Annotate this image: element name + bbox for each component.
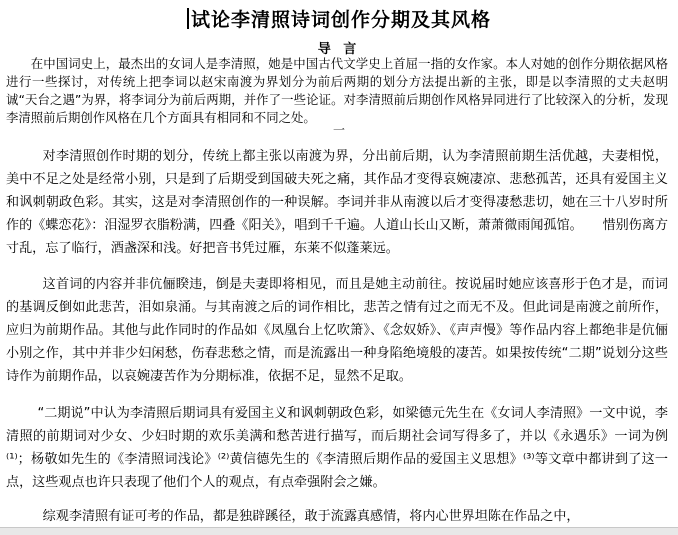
body-paragraph-4: 综观李清照有证可考的作品，都是独辟蹊径，敢于流露真感情，将内心世界坦陈在作品之中，: [42, 509, 580, 524]
intro-heading: 导 言: [317, 42, 361, 57]
body-paragraph-2: 这首词的内容并非伉俪睽违，倒是夫妻即将相见，而且是她主动前往。按说届时她应该喜形于色才是，而词的基调反倒如此悲苦，泪如泉涌。与其南渡之后的词作相比，悲苦之情有过之而无不及。但此词是南渡之前所作，应归为前期作品。其他与此作同时的作品如《凤凰台上忆吹箫》、《念奴娇》、《声声慢》等作品内容上都绝非是伉俪小别之作，其中并非少妇闲愁，伤春悲愁之情，而是流露出一种身陷绝境般的凄苦。如果按传统“二期”说划分这些诗作为前期作品，以哀婉凄苦作为分期标准，依据不足，显然不足取。: [6, 277, 668, 384]
body-paragraph-1: 对李清照创作时期的划分，传统上都主张以南渡为界，分出前后期，认为李清照前期生活优越，夫妻相悦，美中不足之处是经常小别，只是到了后期受到国破夫死之痛，其作品才变得哀婉凄凉、悲愁孤苦，还具有爱国主义和讽刺朝政色彩。其实，这是对李清照创作的一种误解。李词并非从南渡以后才变得凄愁悲切，她在三十八岁时所作的《蝶恋花》：泪湿罗衣脂粉满，四叠《阳关》，唱到千千遍。人道山长山又断，萧萧微雨闻孤馆。 惜别伤离方寸乱，忘了临行，酒盏深和浅。好把音书凭过雁，东莱不似蓬莱远。: [6, 149, 668, 256]
document-title: 试论李清照诗词创作分期及其风格: [0, 5, 678, 32]
intro-paragraph: 在中国词史上，最杰出的女词人是李清照，她是中国古代文学史上首屈一指的女作家。本人对她的创作分期依据风格进行一些探讨，对传统上把李词以赵宋南渡为界划分为前后两期的划分方法提出新的主张，即是以李清照的丈夫赵明诚“天台之遇”为界，将李词分为前后两期，并作了一些论证。对李清照前后期创作风格异同进行了比较深入的分析，发现李清照前后期创作风格在几个方面具有相同和不同之处。: [6, 56, 668, 125]
text-cursor: [187, 8, 189, 29]
section-marker: 一: [332, 123, 345, 137]
body-paragraph-3: “二期说”中认为李清照后期词具有爱国主义和讽刺朝政色彩，如梁德元先生在《女词人李清照》一文中说，李清照的前期词对少女、少妇时期的欢乐美满和愁苦进行描写，而后期社会词写得多了，并以《永遇乐》一词为例⁽¹⁾；杨敬如先生的《李清照词浅论》⁽²⁾黄信德先生的《李清照后期作品的爱国主义思想》⁽³⁾等文章中都讲到了这一点，这些观点也许只表现了他们个人的观点，有点牵强附会之嫌。: [6, 406, 668, 490]
horizontal-scrollbar[interactable]: [0, 527, 678, 535]
